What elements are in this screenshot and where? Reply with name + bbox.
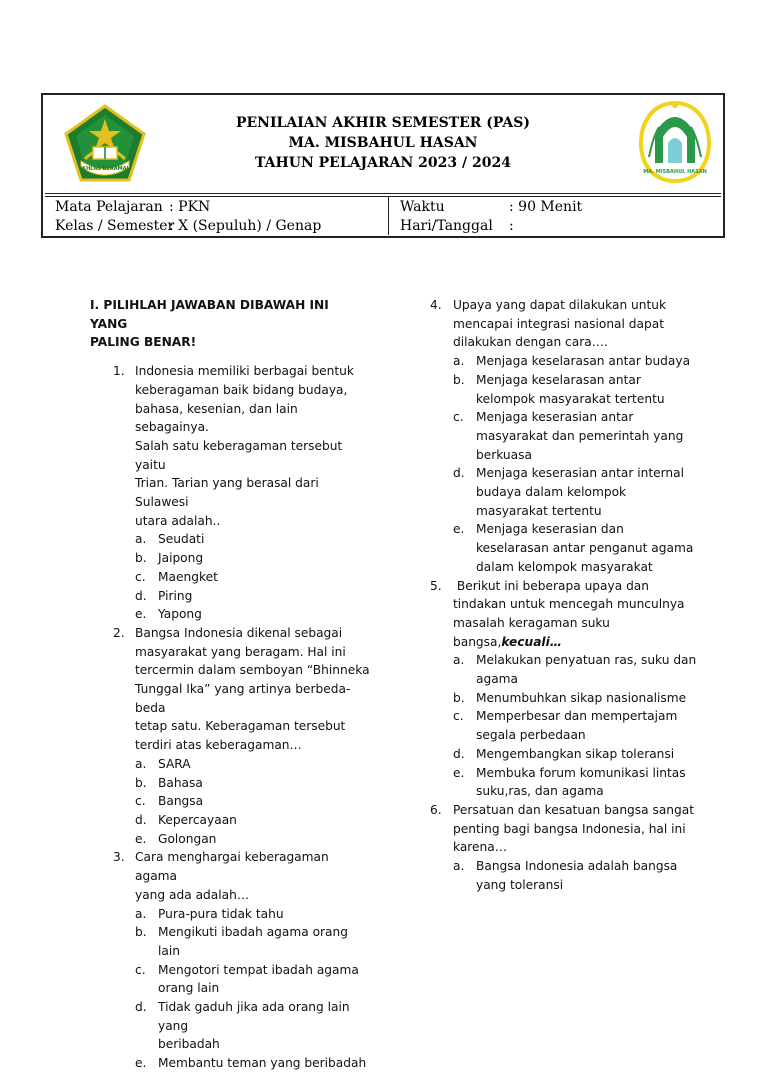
option-letter: d. <box>135 1000 147 1015</box>
option-b: b. Menjaga keselarasan antar kelompok masyarakat tertentu <box>453 372 665 406</box>
emphasis-kecuali: kecuali… <box>501 634 562 649</box>
option-letter: e. <box>135 831 147 846</box>
option-d: d. Tidak gaduh jika ada orang lain yang beribadah <box>135 1000 350 1052</box>
exam-header <box>41 93 725 238</box>
option-c: c. Menjaga keserasian antar masyarakat dan pemerintah yang berkuasa <box>453 410 684 462</box>
option-letter: d. <box>453 746 465 761</box>
title-line-2: MA. MISBAHUL HASAN <box>288 135 478 151</box>
question-3: 3. Cara menghargai keberagaman agama yang ada adalah… a. Pura-pura tidak tahu b. Mengikuti ibadah agama orang lain c. Mengotori tempat ibadah agama orang lain d. Tidak gaduh jika ada orang lain yang beribadah e. Membantu teman yang beribadah <box>90 848 370 1072</box>
kemenag-motto: IKHLAS BERAMAL <box>80 166 130 172</box>
option-letter: c. <box>453 709 464 724</box>
subject-label: Mata Pelajaran <box>55 199 163 215</box>
option-e: e. Membantu teman yang beribadah <box>135 1054 370 1073</box>
day-value: : <box>509 218 514 234</box>
option-e: e. Membuka forum komunikasi lintas suku,ras, dan agama <box>453 765 686 799</box>
option-b: b. Menumbuhkan sikap nasionalisme <box>453 689 700 708</box>
question-5: 5. Berikut ini beberapa upaya dan tindakan untuk mencegah munculnya masalah keragaman suku bangsa,kecuali… a. Melakukan penyatuan ras, suku dan agama b. Menumbuhkan sikap nasionalisme c. Memperbesar dan mempertajam segala perbedaan d. Mengembangkan sikap toleransi e. Membuka forum komunikasi lintas suku,ras, dan agama <box>430 577 700 801</box>
header-top <box>43 95 723 193</box>
option-letter: c. <box>135 962 146 977</box>
option-d: d. Piring <box>135 587 370 606</box>
option-letter: a. <box>453 859 465 874</box>
option-letter: c. <box>135 569 146 584</box>
question-number: 4. <box>430 298 442 312</box>
option-a: a. SARA <box>135 755 370 774</box>
option-b: b. Bahasa <box>135 774 370 793</box>
day-label: Hari/Tanggal <box>400 218 493 234</box>
question-4: 4. Upaya yang dapat dilakukan untuk mencapai integrasi nasional dapat dilakukan dengan cara…. a. Menjaga keselarasan antar budaya b. Menjaga keselarasan antar kelompok masyarakat tertentu c. Menjaga keserasian antar masyarakat dan pemerintah yang berkuasa d. Menjaga keserasian antar internal budaya dalam kelompok masyarakat tertentu e. Menjaga keserasian dan keselarasan antar penganut agama dalam kelompok masyarakat <box>430 296 700 577</box>
subject-value: : PKN <box>169 199 211 215</box>
option-letter: b. <box>135 925 147 940</box>
class-label: Kelas / Semester <box>55 218 175 234</box>
option-letter: a. <box>135 756 147 771</box>
option-c: c. Maengket <box>135 568 370 587</box>
time-label: Waktu <box>400 199 445 215</box>
school-logo-text: MA. MISBAHUL HASAN <box>643 169 707 175</box>
option-letter: b. <box>453 690 465 705</box>
section-title: I. PILIHLAH JAWABAN DIBAWAH INI YANG PALING BENAR! <box>90 298 329 350</box>
kemenag-logo-icon <box>63 103 147 183</box>
question-2: 2. Bangsa Indonesia dikenal sebagai masyarakat yang beragam. Hal ini tercermin dalam semboyan “Bhinneka Tunggal Ika” yang artinya berbeda-beda tetap satu. Keberagaman tersebut terdiri atas keberagaman… a. SARA b. Bahasa c. Bangsa d. Kepercayaan e. Golongan <box>90 624 370 848</box>
option-letter: a. <box>135 906 147 921</box>
option-letter: c. <box>135 794 146 809</box>
question-number: 3. <box>113 850 125 865</box>
exam-title <box>193 113 573 173</box>
exam-info-inner <box>45 196 721 235</box>
left-column <box>90 296 370 1073</box>
question-number: 1. <box>113 364 125 379</box>
question-number: 5. <box>430 578 442 593</box>
option-letter: d. <box>135 812 147 827</box>
option-e: e. Golongan <box>135 830 370 849</box>
option-a: a. Melakukan penyatuan ras, suku dan agama <box>453 653 697 687</box>
option-c: c. Mengotori tempat ibadah agama orang lain <box>135 962 359 996</box>
option-a: a. Pura-pura tidak tahu <box>135 905 370 924</box>
option-d: d. Mengembangkan sikap toleransi <box>453 745 700 764</box>
option-letter: b. <box>135 551 147 566</box>
option-letter: d. <box>135 588 147 603</box>
option-letter: a. <box>135 532 147 547</box>
option-a: a. Menjaga keselarasan antar budaya <box>453 352 700 371</box>
option-a: a. Seudati <box>135 530 370 549</box>
class-value: : X (Sepuluh) / Genap <box>169 218 322 234</box>
option-letter: b. <box>453 372 465 387</box>
school-logo-icon <box>635 97 715 187</box>
option-d: d. Menjaga keserasian antar internal budaya dalam kelompok masyarakat tertentu <box>453 466 685 518</box>
option-c: c. Memperbesar dan mempertajam segala perbedaan <box>453 709 678 743</box>
exam-info-table <box>45 193 721 235</box>
question-number: 6. <box>430 802 442 817</box>
option-a: a. Bangsa Indonesia adalah bangsa yang toleransi <box>453 859 678 892</box>
option-b: b. Jaipong <box>135 549 370 568</box>
option-letter: b. <box>135 775 147 790</box>
title-line-1: PENILAIAN AKHIR SEMESTER (PAS) <box>235 115 531 131</box>
option-b: b. Mengikuti ibadah agama orang lain <box>135 925 348 958</box>
option-letter: e. <box>453 522 465 537</box>
option-e: e. Yapong <box>135 605 370 624</box>
option-letter: d. <box>453 466 465 481</box>
title-line-3: TAHUN PELAJARAN 2023 / 2024 <box>255 155 511 171</box>
option-d: d. Kepercayaan <box>135 811 370 830</box>
question-number: 2. <box>113 625 125 640</box>
info-divider <box>388 197 389 235</box>
question-1: 1. Indonesia memiliki berbagai bentuk keberagaman baik bidang budaya, bahasa, kesenian, dan lain sebagainya. Salah satu keberagaman tersebut yaitu Trian. Tarian yang berasal dari Sulawesi utara adalah.. a. Seudati b. Jaipong c. Maengket d. Piring e. Yapong <box>90 362 370 624</box>
time-value: : 90 Menit <box>509 199 583 215</box>
option-letter: e. <box>453 765 465 780</box>
question-6: 6. Persatuan dan kesatuan bangsa sangat penting bagi bangsa Indonesia, hal ini karena… a. Bangsa Indonesia adalah bangsa yang toleransi <box>430 801 700 895</box>
option-e: e. Menjaga keserasian dan keselarasan antar penganut agama dalam kelompok masyarakat <box>453 522 694 574</box>
option-letter: a. <box>453 653 465 668</box>
option-c: c. Bangsa <box>135 792 370 811</box>
option-letter: e. <box>135 1056 147 1071</box>
option-letter: c. <box>453 410 464 425</box>
option-letter: a. <box>453 354 465 369</box>
option-letter: e. <box>135 607 147 622</box>
right-column <box>430 296 700 895</box>
